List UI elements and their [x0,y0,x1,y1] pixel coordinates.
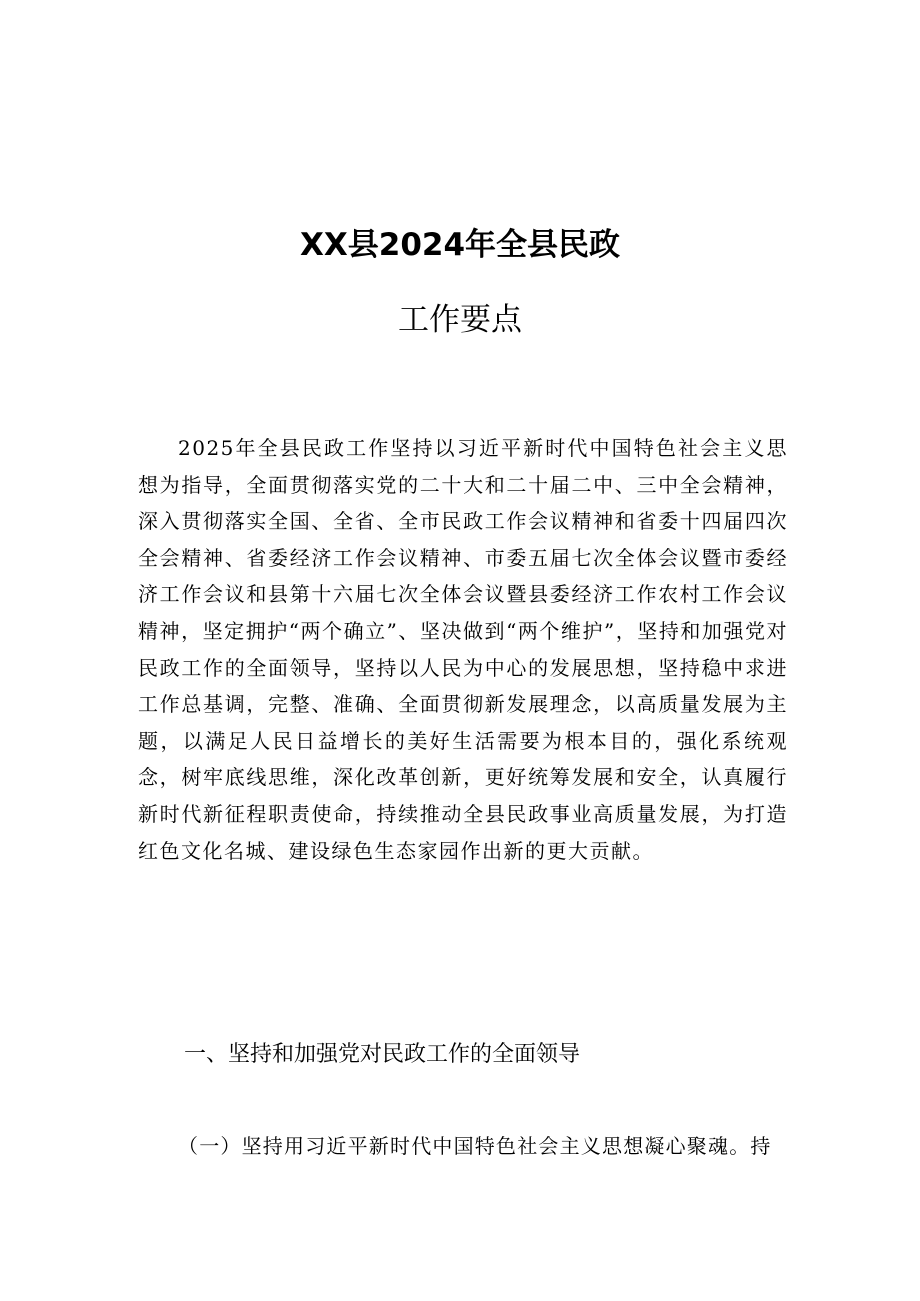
document-title-line2: 工作要点 [398,302,522,338]
intro-paragraph: 2025年全县民政工作坚持以习近平新时代中国特色社会主义思想为指导，全面贯彻落实党的二十大和二十届二中、三中全会精神，深入贯彻落实全国、全省、全市民政工作会议精神和省委十四届四次全会精神、省委经济工作会议精神、市委五届七次全体会议暨市委经济工作会议和县第十六届七次全体会议暨县委经济工作农村工作会议精神，坚定拥护“两个确立”、坚决做到“两个维护”，坚持和加强党对民政工作的全面领导，坚持以人民为中心的发展思想，坚持稳中求进工作总基调，完整、准确、全面贯彻新发展理念，以高质量发展为主题，以满足人民日益增长的美好生活需要为根本目的，强化系统观念，树牢底线思维，深化改革创新，更好统筹发展和安全，认真履行新时代新征程职责使命，持续推动全县民政事业高质量发展，为打造红色文化名城、建设绿色生态家园作出新的更大贡献。 [138,436,788,863]
section-heading: 一、坚持和加强党对民政工作的全面领导 [184,1042,581,1067]
sub-section-paragraph: （一）坚持用习近平新时代中国特色社会主义思想凝心聚魂。持 [178,1134,772,1158]
document-title-line1: XX县2024年全县民政 [299,227,621,263]
